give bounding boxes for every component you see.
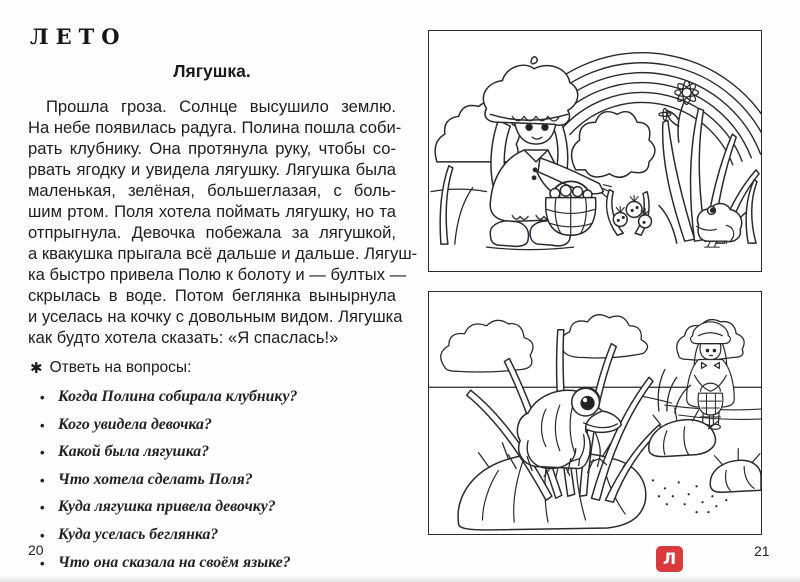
star-bullet-icon: ✱ (30, 360, 43, 377)
story-line: На небе появилась радуга. Полина пошла соби- (28, 118, 402, 137)
question-text: Что она сказала на своём языке? (58, 553, 291, 571)
story-line: отпрыгнула. Девочка побежала за лягушкой, (28, 223, 396, 242)
page-number-right: 21 (754, 543, 770, 559)
dot-bullet-icon: • (40, 555, 45, 571)
story-line: рвать ягодку и увидела лягушку. Лягушка была (28, 160, 396, 179)
question-text: Кого увидела девочка? (58, 415, 212, 433)
questions-prompt-label: Ответь на вопросы: (49, 359, 192, 376)
questions-prompt (30, 358, 191, 377)
strawberry-plant (607, 190, 652, 236)
dot-bullet-icon: • (40, 527, 45, 543)
illustration-top-svg (429, 31, 761, 271)
ground-line (431, 189, 486, 191)
question-text: Когда Полина собирала клубнику? (58, 388, 298, 405)
story-line: скрылась в воде. Потом беглянка вынырнула (28, 286, 396, 305)
question-text: Куда лягушка привела девочку? (58, 498, 276, 516)
page-number-left: 20 (28, 542, 44, 558)
girl-background (687, 322, 735, 430)
dot-bullet-icon: • (40, 500, 45, 516)
question-item (40, 526, 396, 554)
story-line: шим ртом. Поля хотела поймать лягушку, но та (28, 202, 396, 221)
story-line: ка быстро привела Полю к болоту и — бултых — (28, 265, 407, 284)
tussock-right (649, 408, 761, 492)
story-line: как будто хотела сказать: «Я спаслась!» (28, 328, 339, 347)
illustration-bottom-svg (429, 292, 761, 534)
story-line: рать клубнику. Она протянула руку, чтобы со- (28, 139, 396, 158)
grass-left (455, 188, 473, 244)
question-item (40, 498, 396, 526)
story-line: Прошла гроза. Солнце высушило землю. (46, 97, 396, 116)
story-line: маленькая, зелёная, большеглазая, с боль- (28, 181, 396, 200)
basket (546, 181, 596, 235)
girl-shoe (490, 221, 528, 246)
dot-bullet-icon: • (40, 472, 45, 488)
question-item (40, 554, 396, 582)
question-text: Какой была лягушка? (58, 443, 210, 461)
girl-basket (698, 393, 723, 415)
dot-bullet-icon: • (40, 417, 45, 433)
story-line: и уселась на кочку с довольным видом. Лягушка (28, 307, 403, 326)
girl-face (700, 344, 721, 360)
question-text: Что хотела сделать Поля? (58, 470, 253, 488)
illustration-frog-swamp (428, 291, 762, 535)
question-item (40, 471, 396, 499)
story-text (28, 96, 418, 348)
dot-bullet-icon: • (40, 445, 45, 461)
question-text: Куда уселась беглянка? (58, 525, 219, 543)
question-item (40, 443, 396, 471)
illustration-girl-strawberries (428, 30, 762, 272)
story-title: Лягушка. (173, 61, 251, 81)
questions-list (40, 388, 396, 581)
question-item (40, 416, 396, 444)
publisher-logo-badge: Л (656, 546, 683, 572)
dot-bullet-icon: • (40, 390, 45, 405)
story-line: а квакушка прыгала всё дальше и дальше. Лягуш- (28, 244, 418, 263)
grass-left (440, 166, 453, 244)
question-item (40, 388, 396, 416)
section-header: ЛЕТО (30, 24, 127, 49)
